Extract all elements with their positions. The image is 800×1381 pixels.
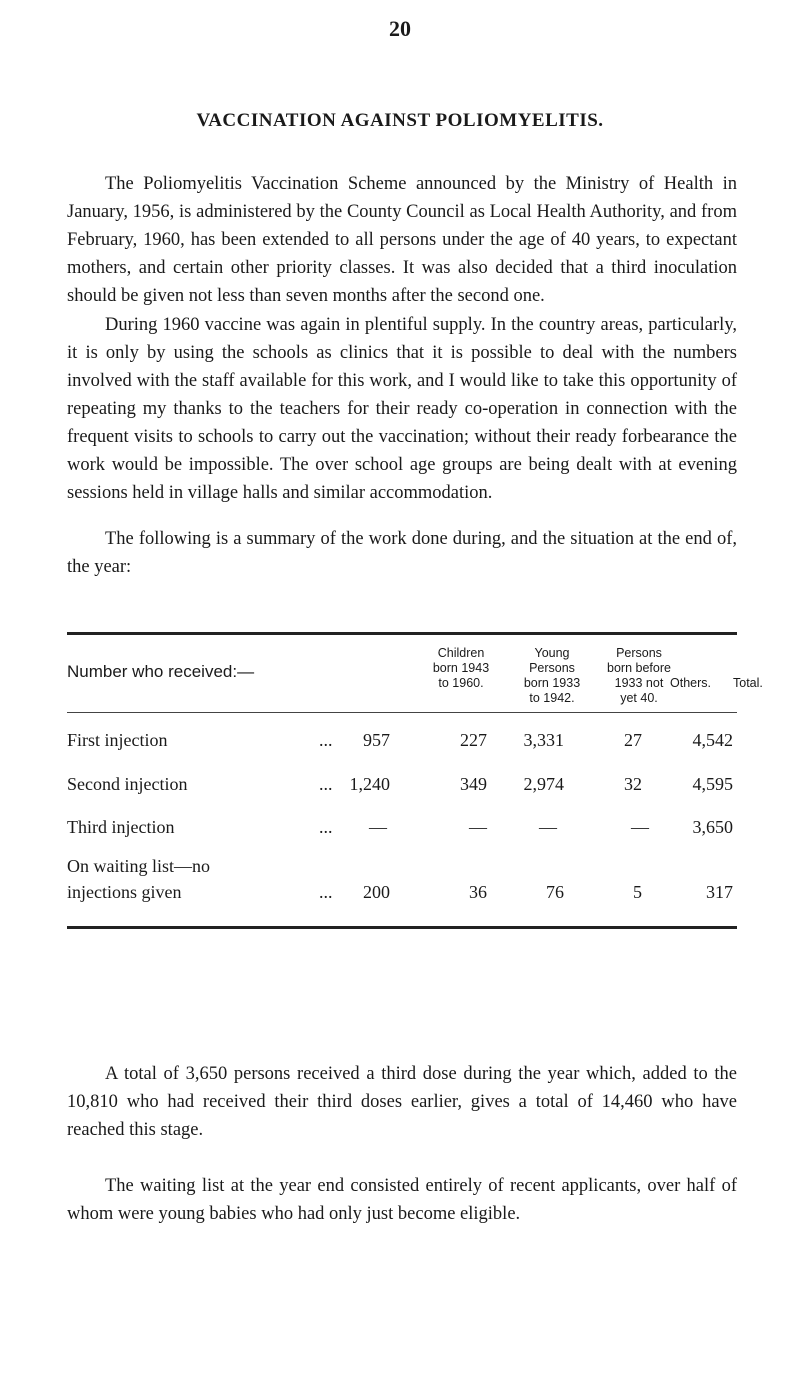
row-dots: ... bbox=[319, 882, 333, 902]
row-dots: ... bbox=[319, 817, 333, 837]
cell-others: — bbox=[631, 817, 649, 837]
header-children-line2: born 1943 bbox=[432, 661, 490, 675]
header-young-line1: Young bbox=[534, 646, 570, 660]
paragraph-waiting-list: The waiting list at the year end consisted entirely of recent applicants, over half of whom were young babies who had only just become eligible. bbox=[67, 1176, 737, 1224]
row-label: injections given bbox=[67, 882, 182, 902]
table-top-rule bbox=[67, 632, 737, 635]
table-row bbox=[67, 882, 737, 908]
header-young-line2: Persons bbox=[529, 661, 575, 675]
cell-others: 32 bbox=[624, 774, 642, 794]
table-bottom-rule bbox=[67, 926, 737, 929]
paragraph-third-dose-total: A total of 3,650 persons received a third dose during the year which, added to the 10,810 who had received their third doses earlier, gives a total of 14,460 who have reached this stage. bbox=[67, 1064, 737, 1140]
row-label: Third injection bbox=[67, 817, 175, 837]
row-dots: ... bbox=[319, 774, 333, 794]
paragraph-scheme: The Poliomyelitis Vaccination Scheme announced by the Ministry of Health in January, 1956, is administered by the County Council as Local Health Authority, and from February, 1960, has been extended to all persons under the age of 40 years, to expectant mothers, and certain other priority classes. It was also decided that a third inoculation should be given not less than seven months after the second one. bbox=[67, 174, 737, 306]
cell-young: 227 bbox=[460, 730, 487, 750]
row-label-line1: On waiting list—no bbox=[67, 856, 210, 876]
row-label: Second injection bbox=[67, 774, 188, 794]
cell-persons: 2,974 bbox=[523, 774, 564, 794]
table-row bbox=[67, 730, 737, 756]
header-others: Others. bbox=[670, 676, 711, 690]
table-header-rule bbox=[67, 712, 737, 713]
header-persons-line1: Persons bbox=[616, 646, 662, 660]
cell-children: 200 bbox=[363, 882, 390, 902]
cell-total: 4,542 bbox=[692, 730, 733, 750]
cell-total: 4,595 bbox=[692, 774, 733, 794]
cell-others: 27 bbox=[624, 730, 642, 750]
page-title: VACCINATION AGAINST POLIOMYELITIS. bbox=[196, 110, 604, 131]
header-persons-line4: yet 40. bbox=[620, 691, 658, 705]
cell-young: 36 bbox=[469, 882, 487, 902]
cell-persons: — bbox=[539, 817, 557, 837]
page-number: 20 bbox=[389, 16, 411, 41]
cell-total: 3,650 bbox=[692, 817, 733, 837]
header-children-line1: Children bbox=[437, 646, 485, 660]
cell-others: 5 bbox=[633, 882, 642, 902]
cell-children: — bbox=[369, 817, 387, 837]
header-children-line3: to 1960. bbox=[438, 676, 484, 690]
cell-young: — bbox=[469, 817, 487, 837]
table-row-label-line1 bbox=[67, 856, 737, 882]
paragraph-summary-intro: The following is a summary of the work done during, and the situation at the end of, the year: bbox=[67, 529, 737, 577]
cell-young: 349 bbox=[460, 774, 487, 794]
header-persons-line2: born before bbox=[607, 661, 671, 675]
header-number-received: Number who received:— bbox=[67, 662, 255, 681]
header-children bbox=[421, 646, 501, 691]
cell-total: 317 bbox=[706, 882, 733, 902]
table-row bbox=[67, 774, 737, 800]
paragraph-supply: During 1960 vaccine was again in plentiful supply. In the country areas, particularly, it is only by using the schools as clinics that it is possible to deal with the numbers involved with the staff available for this work, and I would like to take this opportunity of repeating my thanks to the teachers for their ready co-operation in connection with the frequent visits to schools to carry out the vaccination; without their ready forbearance the work would be impossible. The over school age groups are being dealt with at evening sessions held in village halls and similar accommodation. bbox=[67, 315, 737, 503]
cell-children: 1,240 bbox=[349, 774, 390, 794]
cell-persons: 76 bbox=[546, 882, 564, 902]
header-young-line3: born 1933 bbox=[523, 676, 581, 690]
header-young-persons bbox=[507, 646, 597, 706]
header-young-line4: to 1942. bbox=[529, 691, 575, 705]
header-persons-line3: 1933 not bbox=[614, 676, 664, 690]
header-total: Total. bbox=[733, 676, 763, 690]
table-row bbox=[67, 817, 737, 843]
cell-children: 957 bbox=[363, 730, 390, 750]
cell-persons: 3,331 bbox=[523, 730, 564, 750]
row-dots: ... bbox=[319, 730, 333, 750]
row-label: First injection bbox=[67, 730, 168, 750]
